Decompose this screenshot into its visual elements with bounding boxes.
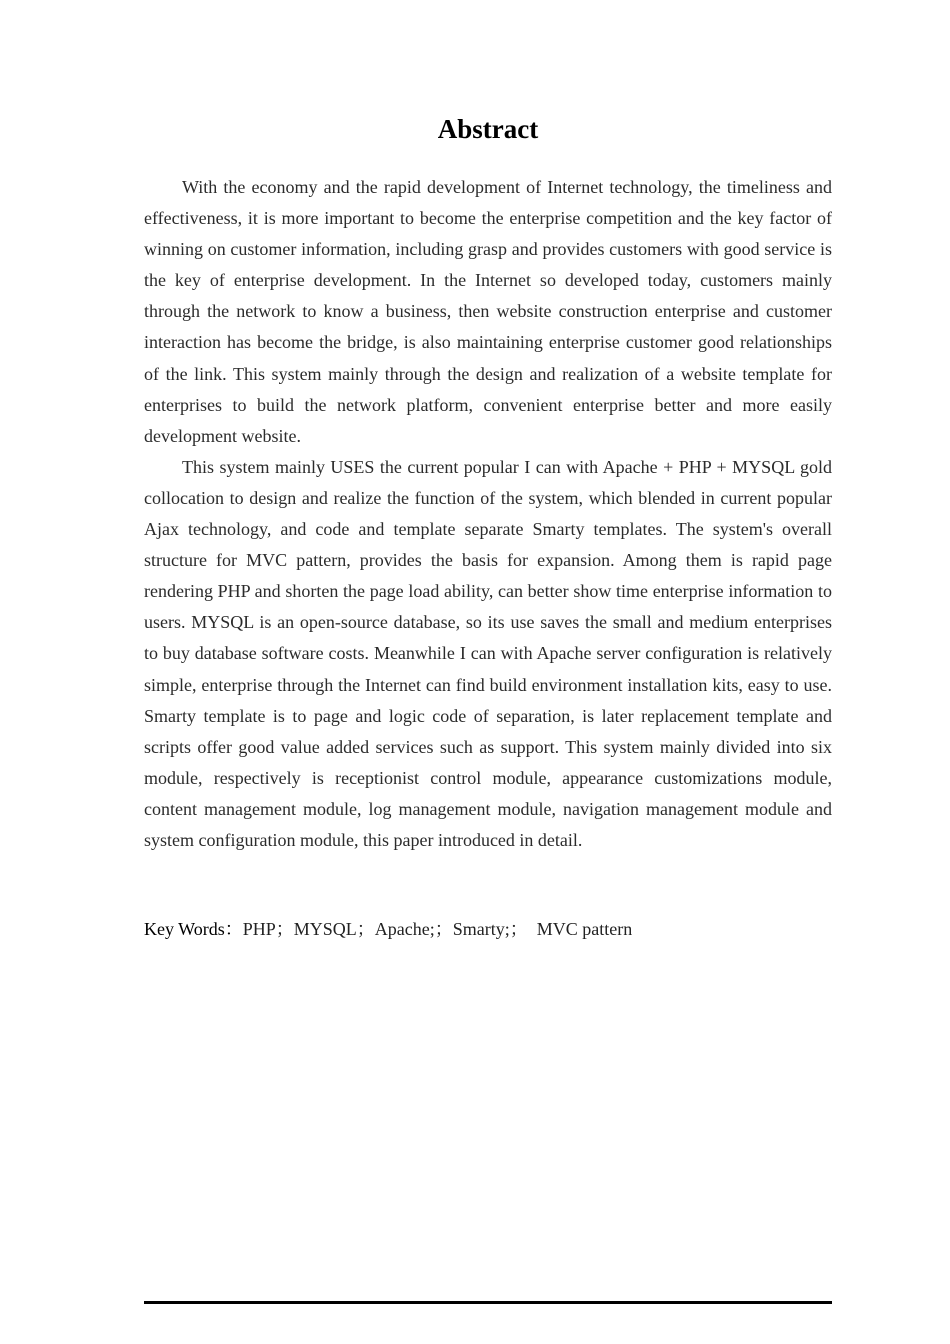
keywords-label: Key Words：	[144, 919, 243, 939]
abstract-paragraph-1: With the economy and the rapid development of Internet technology, the timeliness and effectiveness, it is more important to become the enterprise competition and the key factor of winning on customer information, including grasp and provides customers with good service is the key of enterprise development. In the Internet so developed today, customers mainly through the network to know a business, then website construction enterprise and customer interaction has become the bridge, is also maintaining enterprise customer good relationships of the link. This system mainly through the design and realization of a website template for enterprises to build the network platform, convenient enterprise better and more easily development website.	[144, 177, 832, 446]
keywords-line	[144, 914, 832, 944]
abstract-title: Abstract	[437, 114, 539, 144]
footer-divider	[144, 1301, 832, 1304]
abstract-paragraph-2: This system mainly USES the current popular I can with Apache + PHP + MYSQL gold collocation to design and realize the function of the system, which blended in current popular Ajax technology, and code and template separate Smarty templates. The system's overall structure for MVC pattern, provides the basis for expansion. Among them is rapid page rendering PHP and shorten the page load ability, can better show time enterprise information to users. MYSQL is an open-source database, so its use saves the small and medium enterprises to buy database software costs. Meanwhile I can with Apache server configuration is relatively simple, enterprise through the Internet can find build environment installation kits, easy to use. Smarty template is to page and logic code of separation, is later replacement template and scripts offer good value added services such as support. This system mainly divided into six module, respectively is receptionist control module, appearance customizations module, content management module, log management module, navigation management module and system configuration module, this paper introduced in detail.	[144, 456, 832, 850]
abstract-body	[144, 172, 832, 856]
keywords-value: PHP；MYSQL；Apache;；Smarty;； MVC pattern	[242, 919, 633, 939]
